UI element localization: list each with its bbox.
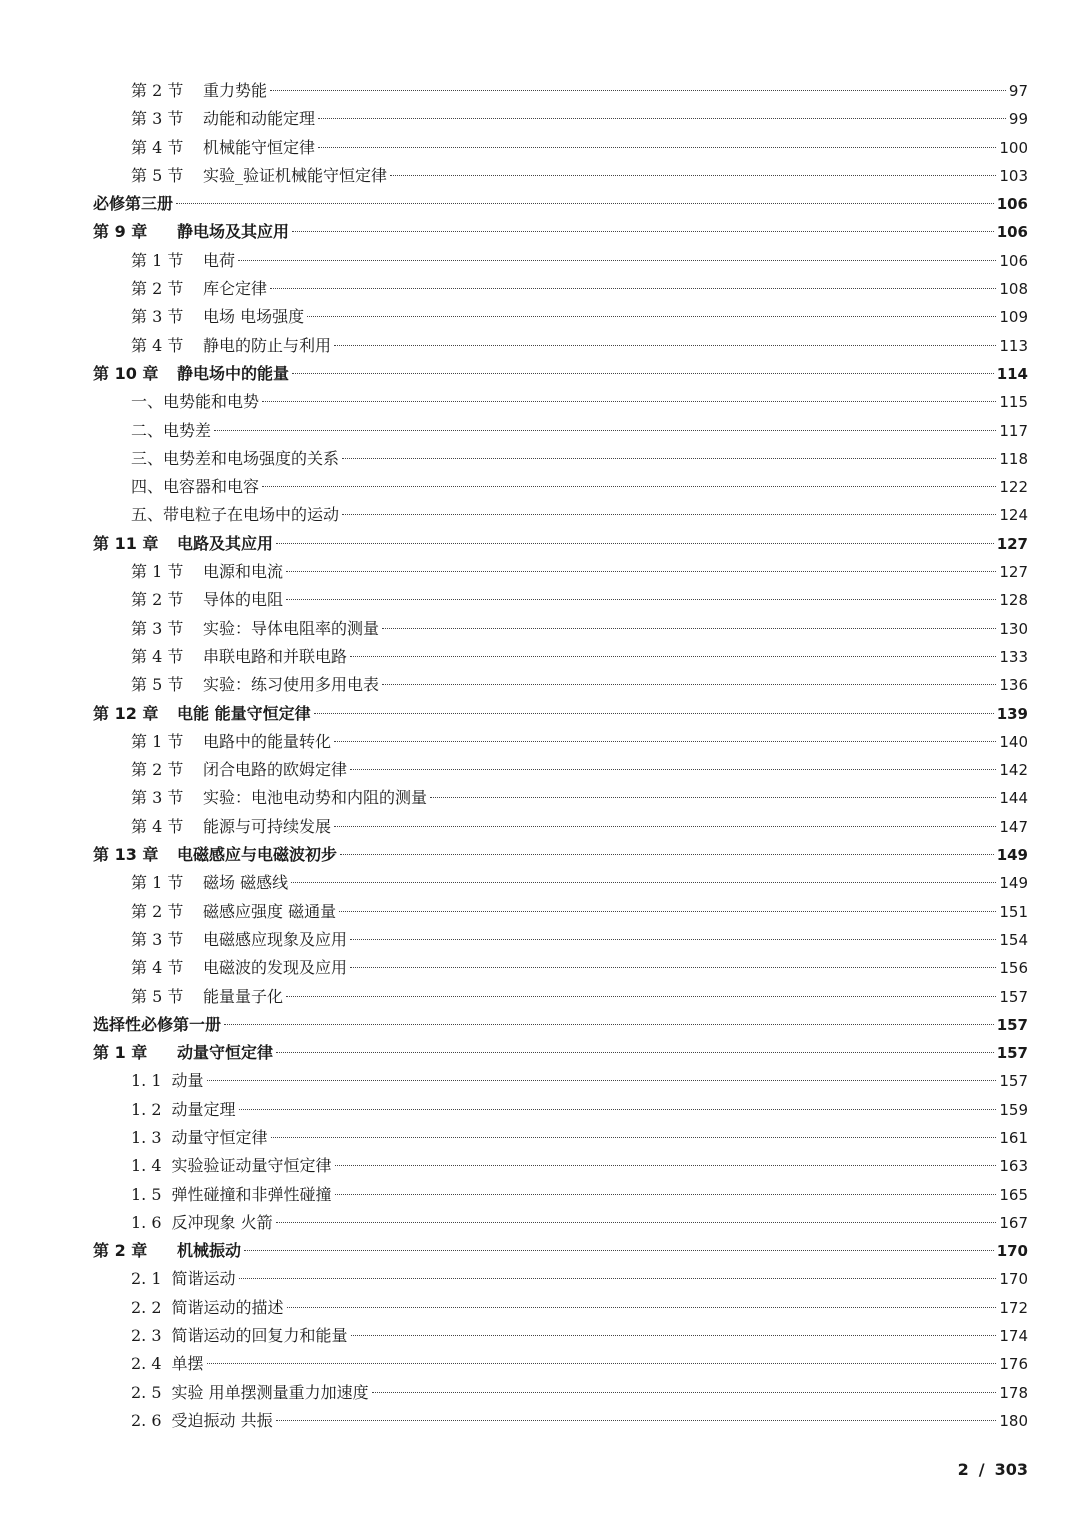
toc-section-entry[interactable] — [93, 332, 1028, 360]
toc-entry-number: 第 1 节 — [131, 873, 184, 893]
toc-entry-page: 170 — [996, 1242, 1028, 1261]
toc-entry-page: 157 — [999, 987, 1028, 1006]
toc-entry-title: 静电场中的能量 — [177, 363, 290, 383]
toc-entry-title: 静电场及其应用 — [177, 222, 290, 242]
toc-entry-title: 动量 — [171, 1071, 204, 1091]
dot-leader — [382, 684, 996, 685]
toc-entry-title: 能源与可持续发展 — [203, 816, 332, 836]
toc-entry-page: 108 — [999, 280, 1028, 299]
toc-chapter-entry[interactable] — [93, 530, 1028, 558]
toc-entry-number: 第 2 章 — [93, 1241, 148, 1261]
toc-section-entry[interactable] — [93, 1152, 1028, 1180]
toc-section-entry[interactable] — [93, 728, 1028, 756]
toc-section-entry[interactable] — [93, 1350, 1028, 1378]
toc-chapter-entry[interactable] — [93, 841, 1028, 869]
toc-entry-number: 第 12 章 — [93, 703, 159, 723]
dot-leader — [314, 713, 994, 714]
toc-section-entry[interactable] — [93, 388, 1028, 416]
toc-entry-page: 127 — [999, 563, 1028, 582]
page-footer — [958, 1460, 1028, 1479]
dot-leader — [270, 288, 996, 289]
dot-leader — [334, 826, 996, 827]
toc-chapter-entry[interactable] — [93, 1237, 1028, 1265]
dot-leader — [307, 316, 996, 317]
toc-entry-number: 2. 6 — [131, 1410, 162, 1430]
toc-entry-title: 实验验证动量守恒定律 — [171, 1156, 332, 1176]
toc-chapter-entry[interactable] — [93, 360, 1028, 388]
toc-entry-page: 154 — [999, 930, 1028, 949]
toc-entry-title: 磁感应强度 磁通量 — [203, 901, 337, 921]
toc-entry-page: 127 — [996, 534, 1028, 553]
toc-section-entry[interactable] — [93, 1265, 1028, 1293]
toc-section-entry[interactable] — [93, 869, 1028, 897]
toc-entry-page: 165 — [999, 1185, 1028, 1204]
toc-entry-number: 第 3 节 — [131, 788, 184, 808]
toc-entry-page: 157 — [999, 1072, 1028, 1091]
toc-section-entry[interactable] — [93, 954, 1028, 982]
toc-section-entry[interactable] — [93, 898, 1028, 926]
dot-leader — [287, 1307, 997, 1308]
toc-entry-title: 电磁感应现象及应用 — [203, 929, 348, 949]
toc-entry-page: 147 — [999, 817, 1028, 836]
toc-chapter-entry[interactable] — [93, 218, 1028, 246]
toc-entry-title: 静电的防止与利用 — [203, 335, 332, 355]
toc-entry-number: 1. 2 — [131, 1099, 162, 1119]
toc-entry-number: 第 2 节 — [131, 279, 184, 299]
toc-entry-number: 第 5 节 — [131, 675, 184, 695]
toc-entry-number: 2. 4 — [131, 1354, 162, 1374]
toc-entry-number: 2. 1 — [131, 1269, 162, 1289]
toc-section-entry[interactable] — [93, 417, 1028, 445]
dot-leader — [238, 260, 996, 261]
dot-leader — [244, 1250, 994, 1251]
toc-entry-number: 第 9 章 — [93, 222, 148, 242]
toc-section-entry[interactable] — [93, 1294, 1028, 1322]
dot-leader — [262, 401, 996, 402]
dot-leader — [207, 1080, 997, 1081]
toc-entry-page: 106 — [996, 223, 1028, 242]
dot-leader — [292, 231, 994, 232]
toc-section-entry[interactable] — [93, 643, 1028, 671]
toc-entry-title: 磁场 磁感线 — [203, 873, 289, 893]
toc-section-entry[interactable] — [93, 275, 1028, 303]
toc-entry-number: 第 4 节 — [131, 958, 184, 978]
toc-entry-title: 简谐运动的描述 — [171, 1297, 284, 1317]
toc-entry-number: 第 4 节 — [131, 137, 184, 157]
toc-entry-page: 174 — [999, 1327, 1028, 1346]
toc-entry-title: 串联电路和并联电路 — [203, 646, 348, 666]
toc-entry-title: 二、电势差 — [131, 420, 212, 440]
toc-section-entry[interactable] — [93, 1096, 1028, 1124]
toc-entry-page: 167 — [999, 1213, 1028, 1232]
toc-entry-title: 四、电容器和电容 — [131, 477, 260, 497]
current-page-number: 2 — [957, 1460, 969, 1479]
dot-leader — [239, 1109, 997, 1110]
toc-entry-page: 106 — [999, 251, 1028, 270]
dot-leader — [382, 628, 996, 629]
dot-leader — [342, 458, 996, 459]
toc-section-entry[interactable] — [93, 615, 1028, 643]
toc-entry-title: 导体的电阻 — [203, 590, 284, 610]
toc-entry-number: 1. 1 — [131, 1071, 162, 1091]
toc-section-entry[interactable] — [93, 983, 1028, 1011]
table-of-contents — [93, 77, 1028, 1435]
toc-entry-title: 电荷 — [203, 250, 236, 270]
dot-leader — [351, 1335, 997, 1336]
dot-leader — [286, 599, 996, 600]
toc-entry-title: 电路中的能量转化 — [203, 731, 332, 751]
dot-leader — [291, 882, 996, 883]
toc-entry-number: 第 10 章 — [93, 363, 159, 383]
toc-entry-title: 动量守恒定律 — [171, 1127, 268, 1147]
toc-section-entry[interactable] — [93, 671, 1028, 699]
toc-entry-title: 能量量子化 — [203, 986, 284, 1006]
toc-entry-number: 2. 2 — [131, 1297, 162, 1317]
toc-entry-page: 106 — [996, 195, 1028, 214]
toc-entry-title: 重力势能 — [203, 81, 268, 100]
toc-entry-page: 180 — [999, 1411, 1028, 1430]
toc-entry-page: 109 — [999, 308, 1028, 327]
toc-entry-number: 1. 6 — [131, 1212, 162, 1232]
dot-leader — [350, 656, 996, 657]
toc-section-entry[interactable] — [93, 926, 1028, 954]
toc-section-entry[interactable] — [93, 558, 1028, 586]
toc-entry-title: 实验：练习使用多用电表 — [203, 675, 380, 695]
toc-entry-title: 实验 用单摆测量重力加速度 — [171, 1382, 369, 1402]
toc-section-entry[interactable] — [93, 1181, 1028, 1209]
toc-entry-number: 第 3 节 — [131, 618, 184, 638]
toc-entry-page: 100 — [999, 138, 1028, 157]
dot-leader — [318, 147, 996, 148]
toc-entry-page: 170 — [999, 1270, 1028, 1289]
toc-entry-page: 144 — [999, 789, 1028, 808]
dot-leader — [207, 1363, 997, 1364]
toc-section-entry[interactable] — [93, 134, 1028, 162]
dot-leader — [334, 345, 996, 346]
toc-chapter-entry[interactable] — [93, 700, 1028, 728]
toc-entry-number: 第 1 章 — [93, 1043, 148, 1063]
total-pages: 303 — [994, 1460, 1028, 1479]
toc-entry-title: 电源和电流 — [203, 562, 284, 582]
toc-entry-number: 2. 3 — [131, 1326, 162, 1346]
toc-entry-title: 单摆 — [171, 1354, 204, 1374]
dot-leader — [350, 939, 996, 940]
toc-entry-page: 149 — [996, 846, 1028, 865]
toc-entry-title: 一、电势能和电势 — [131, 392, 260, 412]
toc-entry-title: 电场 电场强度 — [203, 307, 305, 327]
toc-section-entry[interactable] — [93, 105, 1028, 133]
dot-leader — [176, 203, 994, 204]
toc-section-entry[interactable] — [93, 784, 1028, 812]
dot-leader — [342, 514, 996, 515]
toc-entry-page: 159 — [999, 1100, 1028, 1119]
dot-leader — [224, 1024, 994, 1025]
toc-entry-title: 五、带电粒子在电场中的运动 — [131, 505, 340, 525]
toc-entry-number: 第 1 节 — [131, 250, 184, 270]
dot-leader — [318, 118, 1006, 119]
toc-section-entry[interactable] — [93, 501, 1028, 529]
toc-entry-number: 第 3 节 — [131, 109, 184, 129]
toc-entry-number: 第 11 章 — [93, 533, 159, 553]
toc-entry-page: 136 — [999, 676, 1028, 695]
toc-entry-title: 实验_验证机械能守恒定律 — [203, 165, 388, 185]
toc-section-entry[interactable] — [93, 445, 1028, 473]
dot-leader — [214, 430, 996, 431]
dot-leader — [335, 1194, 997, 1195]
dot-leader — [335, 1165, 997, 1166]
toc-entry-number: 第 2 节 — [131, 901, 184, 921]
toc-entry-page: 157 — [996, 1015, 1028, 1034]
dot-leader — [339, 911, 996, 912]
toc-entry-title: 受迫振动 共振 — [171, 1410, 273, 1430]
toc-chapter-entry[interactable] — [93, 190, 1028, 218]
dot-leader — [286, 571, 996, 572]
dot-leader — [292, 373, 994, 374]
toc-entry-page: 118 — [999, 449, 1028, 468]
toc-section-entry[interactable] — [93, 1379, 1028, 1407]
toc-entry-number: 第 4 节 — [131, 646, 184, 666]
toc-entry-title: 弹性碰撞和非弹性碰撞 — [171, 1184, 332, 1204]
toc-section-entry[interactable] — [93, 1407, 1028, 1435]
toc-entry-number: 第 4 节 — [131, 335, 184, 355]
dot-leader — [340, 854, 994, 855]
toc-section-entry[interactable] — [93, 1209, 1028, 1237]
page-separator: / — [978, 1460, 985, 1479]
toc-section-entry[interactable] — [93, 1322, 1028, 1350]
dot-leader — [276, 1222, 997, 1223]
toc-entry-number: 第 3 节 — [131, 307, 184, 327]
dot-leader — [430, 797, 996, 798]
toc-entry-page: 99 — [1008, 110, 1028, 129]
toc-entry-page: 151 — [999, 902, 1028, 921]
toc-section-entry[interactable] — [93, 303, 1028, 331]
toc-entry-number: 1. 3 — [131, 1127, 162, 1147]
toc-entry-page: 117 — [999, 421, 1028, 440]
toc-entry-number: 第 5 节 — [131, 986, 184, 1006]
toc-entry-page: 178 — [999, 1383, 1028, 1402]
toc-entry-title: 电磁波的发现及应用 — [203, 958, 348, 978]
dot-leader — [270, 90, 1006, 91]
toc-entry-title: 电能 能量守恒定律 — [177, 703, 311, 723]
toc-chapter-entry[interactable] — [93, 1011, 1028, 1039]
toc-entry-page: 128 — [999, 591, 1028, 610]
toc-entry-page: 142 — [999, 761, 1028, 780]
toc-section-entry[interactable] — [93, 756, 1028, 784]
toc-entry-page: 149 — [999, 874, 1028, 893]
dot-leader — [239, 1278, 997, 1279]
toc-entry-number: 第 2 节 — [131, 81, 184, 100]
dot-leader — [276, 543, 994, 544]
dot-leader — [286, 996, 996, 997]
toc-section-entry[interactable] — [93, 247, 1028, 275]
dot-leader — [276, 1052, 994, 1053]
toc-section-entry[interactable] — [93, 77, 1028, 105]
toc-entry-title: 机械能守恒定律 — [203, 137, 316, 157]
toc-entry-page: 122 — [999, 478, 1028, 497]
toc-entry-number: 第 1 节 — [131, 731, 184, 751]
toc-entry-page: 103 — [999, 166, 1028, 185]
dot-leader — [271, 1137, 997, 1138]
toc-entry-number: 第 5 节 — [131, 165, 184, 185]
toc-entry-number: 1. 4 — [131, 1156, 162, 1176]
toc-entry-number: 第 2 节 — [131, 590, 184, 610]
toc-entry-title: 闭合电路的欧姆定律 — [203, 760, 348, 780]
toc-entry-title: 电磁感应与电磁波初步 — [177, 845, 338, 865]
toc-entry-title: 实验：导体电阻率的测量 — [203, 618, 380, 638]
toc-entry-page: 140 — [999, 732, 1028, 751]
toc-entry-title: 选择性必修第一册 — [93, 1014, 222, 1034]
toc-entry-number: 第 3 节 — [131, 929, 184, 949]
dot-leader — [390, 175, 996, 176]
toc-entry-title: 实验：电池电动势和内阻的测量 — [203, 788, 428, 808]
toc-section-entry[interactable] — [93, 473, 1028, 501]
toc-entry-title: 库仑定律 — [203, 279, 268, 299]
toc-entry-title: 动量守恒定律 — [177, 1043, 274, 1063]
toc-entry-page: 124 — [999, 506, 1028, 525]
toc-entry-number: 2. 5 — [131, 1382, 162, 1402]
toc-chapter-entry[interactable] — [93, 1039, 1028, 1067]
toc-entry-page: 156 — [999, 959, 1028, 978]
toc-entry-page: 161 — [999, 1128, 1028, 1147]
toc-entry-page: 114 — [996, 364, 1028, 383]
toc-entry-page: 133 — [999, 647, 1028, 666]
toc-entry-title: 机械振动 — [177, 1241, 242, 1261]
toc-entry-page: 157 — [996, 1044, 1028, 1063]
toc-entry-page: 113 — [999, 336, 1028, 355]
toc-section-entry[interactable] — [93, 813, 1028, 841]
toc-section-entry[interactable] — [93, 1124, 1028, 1152]
toc-entry-number: 第 2 节 — [131, 760, 184, 780]
toc-entry-number: 第 4 节 — [131, 816, 184, 836]
dot-leader — [334, 741, 996, 742]
dot-leader — [276, 1420, 997, 1421]
toc-entry-title: 电路及其应用 — [177, 533, 274, 553]
toc-entry-title: 简谐运动的回复力和能量 — [171, 1326, 348, 1346]
toc-entry-title: 简谐运动 — [171, 1269, 236, 1289]
toc-entry-number: 1. 5 — [131, 1184, 162, 1204]
toc-entry-title: 动量定理 — [171, 1099, 236, 1119]
toc-entry-title: 动能和动能定理 — [203, 109, 316, 129]
dot-leader — [350, 769, 996, 770]
toc-section-entry[interactable] — [93, 586, 1028, 614]
dot-leader — [372, 1392, 997, 1393]
toc-entry-page: 115 — [999, 393, 1028, 412]
toc-entry-page: 97 — [1008, 82, 1028, 100]
toc-entry-title: 三、电势差和电场强度的关系 — [131, 448, 340, 468]
toc-entry-page: 163 — [999, 1157, 1028, 1176]
dot-leader — [350, 967, 996, 968]
toc-entry-page: 130 — [999, 619, 1028, 638]
toc-entry-page: 172 — [999, 1298, 1028, 1317]
toc-entry-number: 第 1 节 — [131, 562, 184, 582]
toc-section-entry[interactable] — [93, 162, 1028, 190]
toc-entry-number: 第 13 章 — [93, 845, 159, 865]
toc-entry-title: 必修第三册 — [93, 194, 174, 214]
toc-entry-title: 反冲现象 火箭 — [171, 1212, 273, 1232]
toc-section-entry[interactable] — [93, 1067, 1028, 1095]
toc-entry-page: 139 — [996, 704, 1028, 723]
toc-entry-page: 176 — [999, 1355, 1028, 1374]
dot-leader — [262, 486, 996, 487]
